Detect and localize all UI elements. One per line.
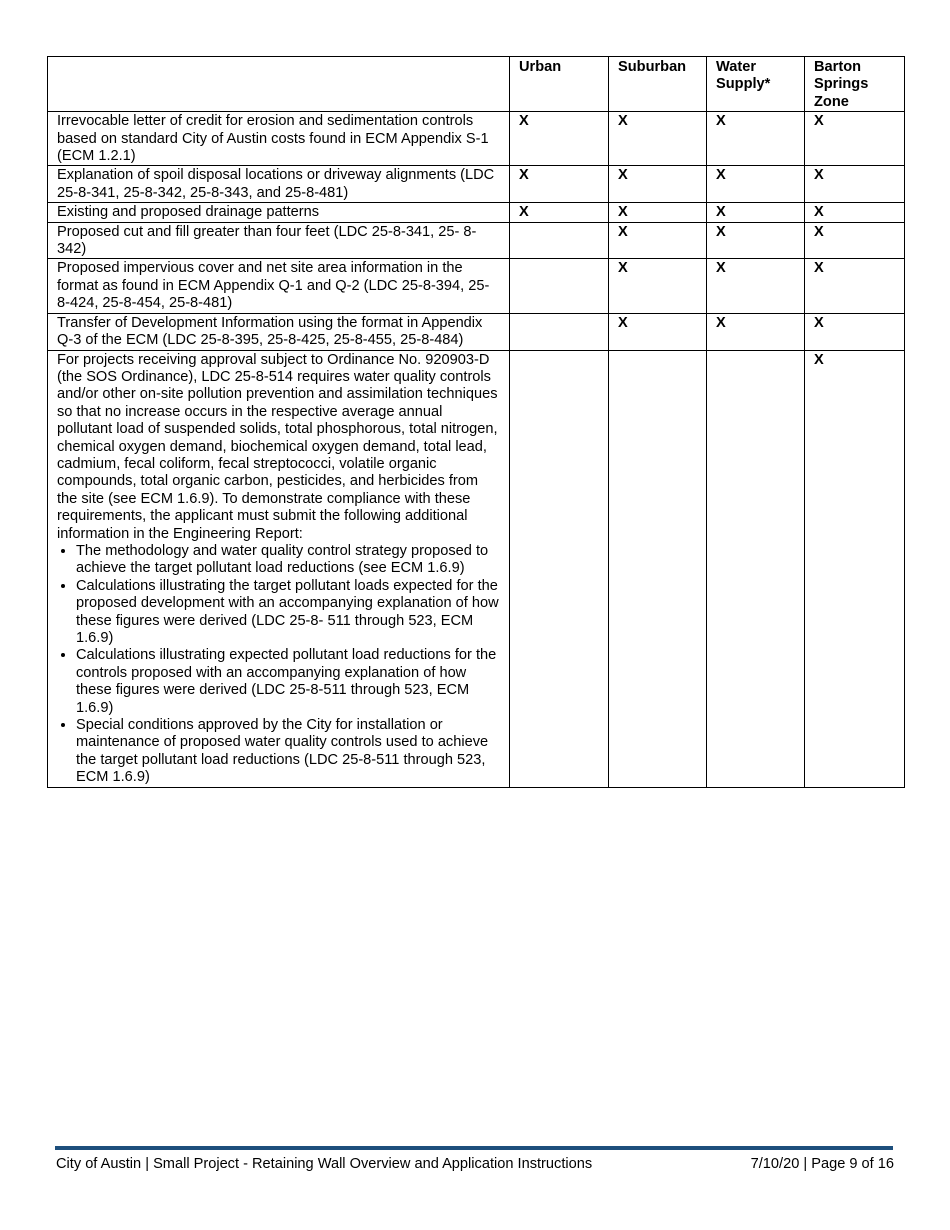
mark-water-supply xyxy=(707,350,805,787)
mark-urban: X xyxy=(510,203,609,222)
mark-urban: X xyxy=(510,166,609,203)
mark-barton-springs: X xyxy=(805,313,905,350)
row-description-sos xyxy=(48,350,510,787)
list-item: • Calculations illustrating expected pollutant load reductions for the controls proposed with an accompanying explanation of how these figures were derived (LDC 25-8-511 through 523, ECM 1.6.9) xyxy=(76,647,501,717)
mark-barton-springs: X xyxy=(805,203,905,222)
list-item: • The methodology and water quality control strategy proposed to achieve the target pollutant load reductions (see ECM 1.6.9) xyxy=(76,543,501,578)
mark-barton-springs: X xyxy=(805,259,905,313)
mark-water-supply: X xyxy=(707,166,805,203)
mark-suburban: X xyxy=(609,203,707,222)
table-row xyxy=(48,313,905,350)
row-description: Transfer of Development Information using the format in Appendix Q-3 of the ECM (LDC 25-8-395, 25-8-425, 25-8-455, 25-8-484) xyxy=(48,313,510,350)
row-description: Explanation of spoil disposal locations or driveway alignments (LDC 25-8-341, 25-8-342, 25-8-343, and 25-8-481) xyxy=(48,166,510,203)
mark-barton-springs: X xyxy=(805,112,905,166)
mark-urban xyxy=(510,313,609,350)
mark-barton-springs: X xyxy=(805,222,905,259)
footer-date-page: 7/10/20 | Page 9 of 16 xyxy=(750,1156,894,1172)
table-row xyxy=(48,350,905,787)
row-description: Proposed impervious cover and net site area information in the format as found in ECM Appendix Q-1 and Q-2 (LDC 25-8-394, 25-8-424, 25-8-454, 25-8-481) xyxy=(48,259,510,313)
mark-suburban: X xyxy=(609,166,707,203)
mark-suburban: X xyxy=(609,259,707,313)
sos-paragraph: For projects receiving approval subject to Ordinance No. 920903-D (the SOS Ordinance), LDC 25-8-514 requires water quality controls and/or other on-site pollution prevention and assimilation techniques so that no increase occurs in the respective average annual pollutant load of suspended solids, total phosphorous, total nitrogen, chemical oxygen demand, biochemical oxygen demand, total lead, cadmium, fecal coliform, fecal streptococci, volatile organic compounds, total organic carbon, pesticides, and herbicides from the site (see ECM 1.6.9). To demonstrate compliance with these requirements, the applicant must submit the following additional information in the Engineering Report: xyxy=(57,351,498,542)
header-barton-springs-zone: Barton Springs Zone xyxy=(805,57,905,112)
mark-suburban: X xyxy=(609,222,707,259)
footer-divider xyxy=(55,1146,893,1150)
mark-suburban: X xyxy=(609,313,707,350)
row-description: Existing and proposed drainage patterns xyxy=(48,203,510,222)
mark-water-supply: X xyxy=(707,112,805,166)
mark-urban xyxy=(510,259,609,313)
table-row xyxy=(48,222,905,259)
requirements-table xyxy=(47,56,905,788)
mark-urban xyxy=(510,222,609,259)
table-row xyxy=(48,166,905,203)
mark-suburban: X xyxy=(609,112,707,166)
header-suburban: Suburban xyxy=(609,57,707,112)
mark-urban: X xyxy=(510,112,609,166)
mark-water-supply: X xyxy=(707,259,805,313)
row-description: Irrevocable letter of credit for erosion and sedimentation controls based on standard City of Austin costs found in ECM Appendix S-1 (ECM 1.2.1) xyxy=(48,112,510,166)
sos-bullet-list xyxy=(57,543,501,787)
footer-title: City of Austin | Small Project - Retaining Wall Overview and Application Instructions xyxy=(56,1156,593,1172)
table-header-row xyxy=(48,57,905,112)
list-item: • Special conditions approved by the City for installation or maintenance of proposed water quality controls used to achieve the target pollutant load reductions (LDC 25-8-511 through 523, ECM 1.6.9) xyxy=(76,717,501,787)
table-row xyxy=(48,203,905,222)
mark-barton-springs: X xyxy=(805,166,905,203)
mark-water-supply: X xyxy=(707,313,805,350)
row-description: Proposed cut and fill greater than four feet (LDC 25-8-341, 25- 8-342) xyxy=(48,222,510,259)
header-item xyxy=(48,57,510,112)
mark-barton-springs: X xyxy=(805,350,905,787)
mark-water-supply: X xyxy=(707,222,805,259)
table-row xyxy=(48,259,905,313)
table-row xyxy=(48,112,905,166)
list-item: • Calculations illustrating the target pollutant loads expected for the proposed development with an accompanying explanation of how these figures were derived (LDC 25-8- 511 through 523, ECM 1.6.9) xyxy=(76,578,501,648)
mark-urban xyxy=(510,350,609,787)
header-water-supply: Water Supply* xyxy=(707,57,805,112)
header-urban: Urban xyxy=(510,57,609,112)
mark-suburban xyxy=(609,350,707,787)
mark-water-supply: X xyxy=(707,203,805,222)
